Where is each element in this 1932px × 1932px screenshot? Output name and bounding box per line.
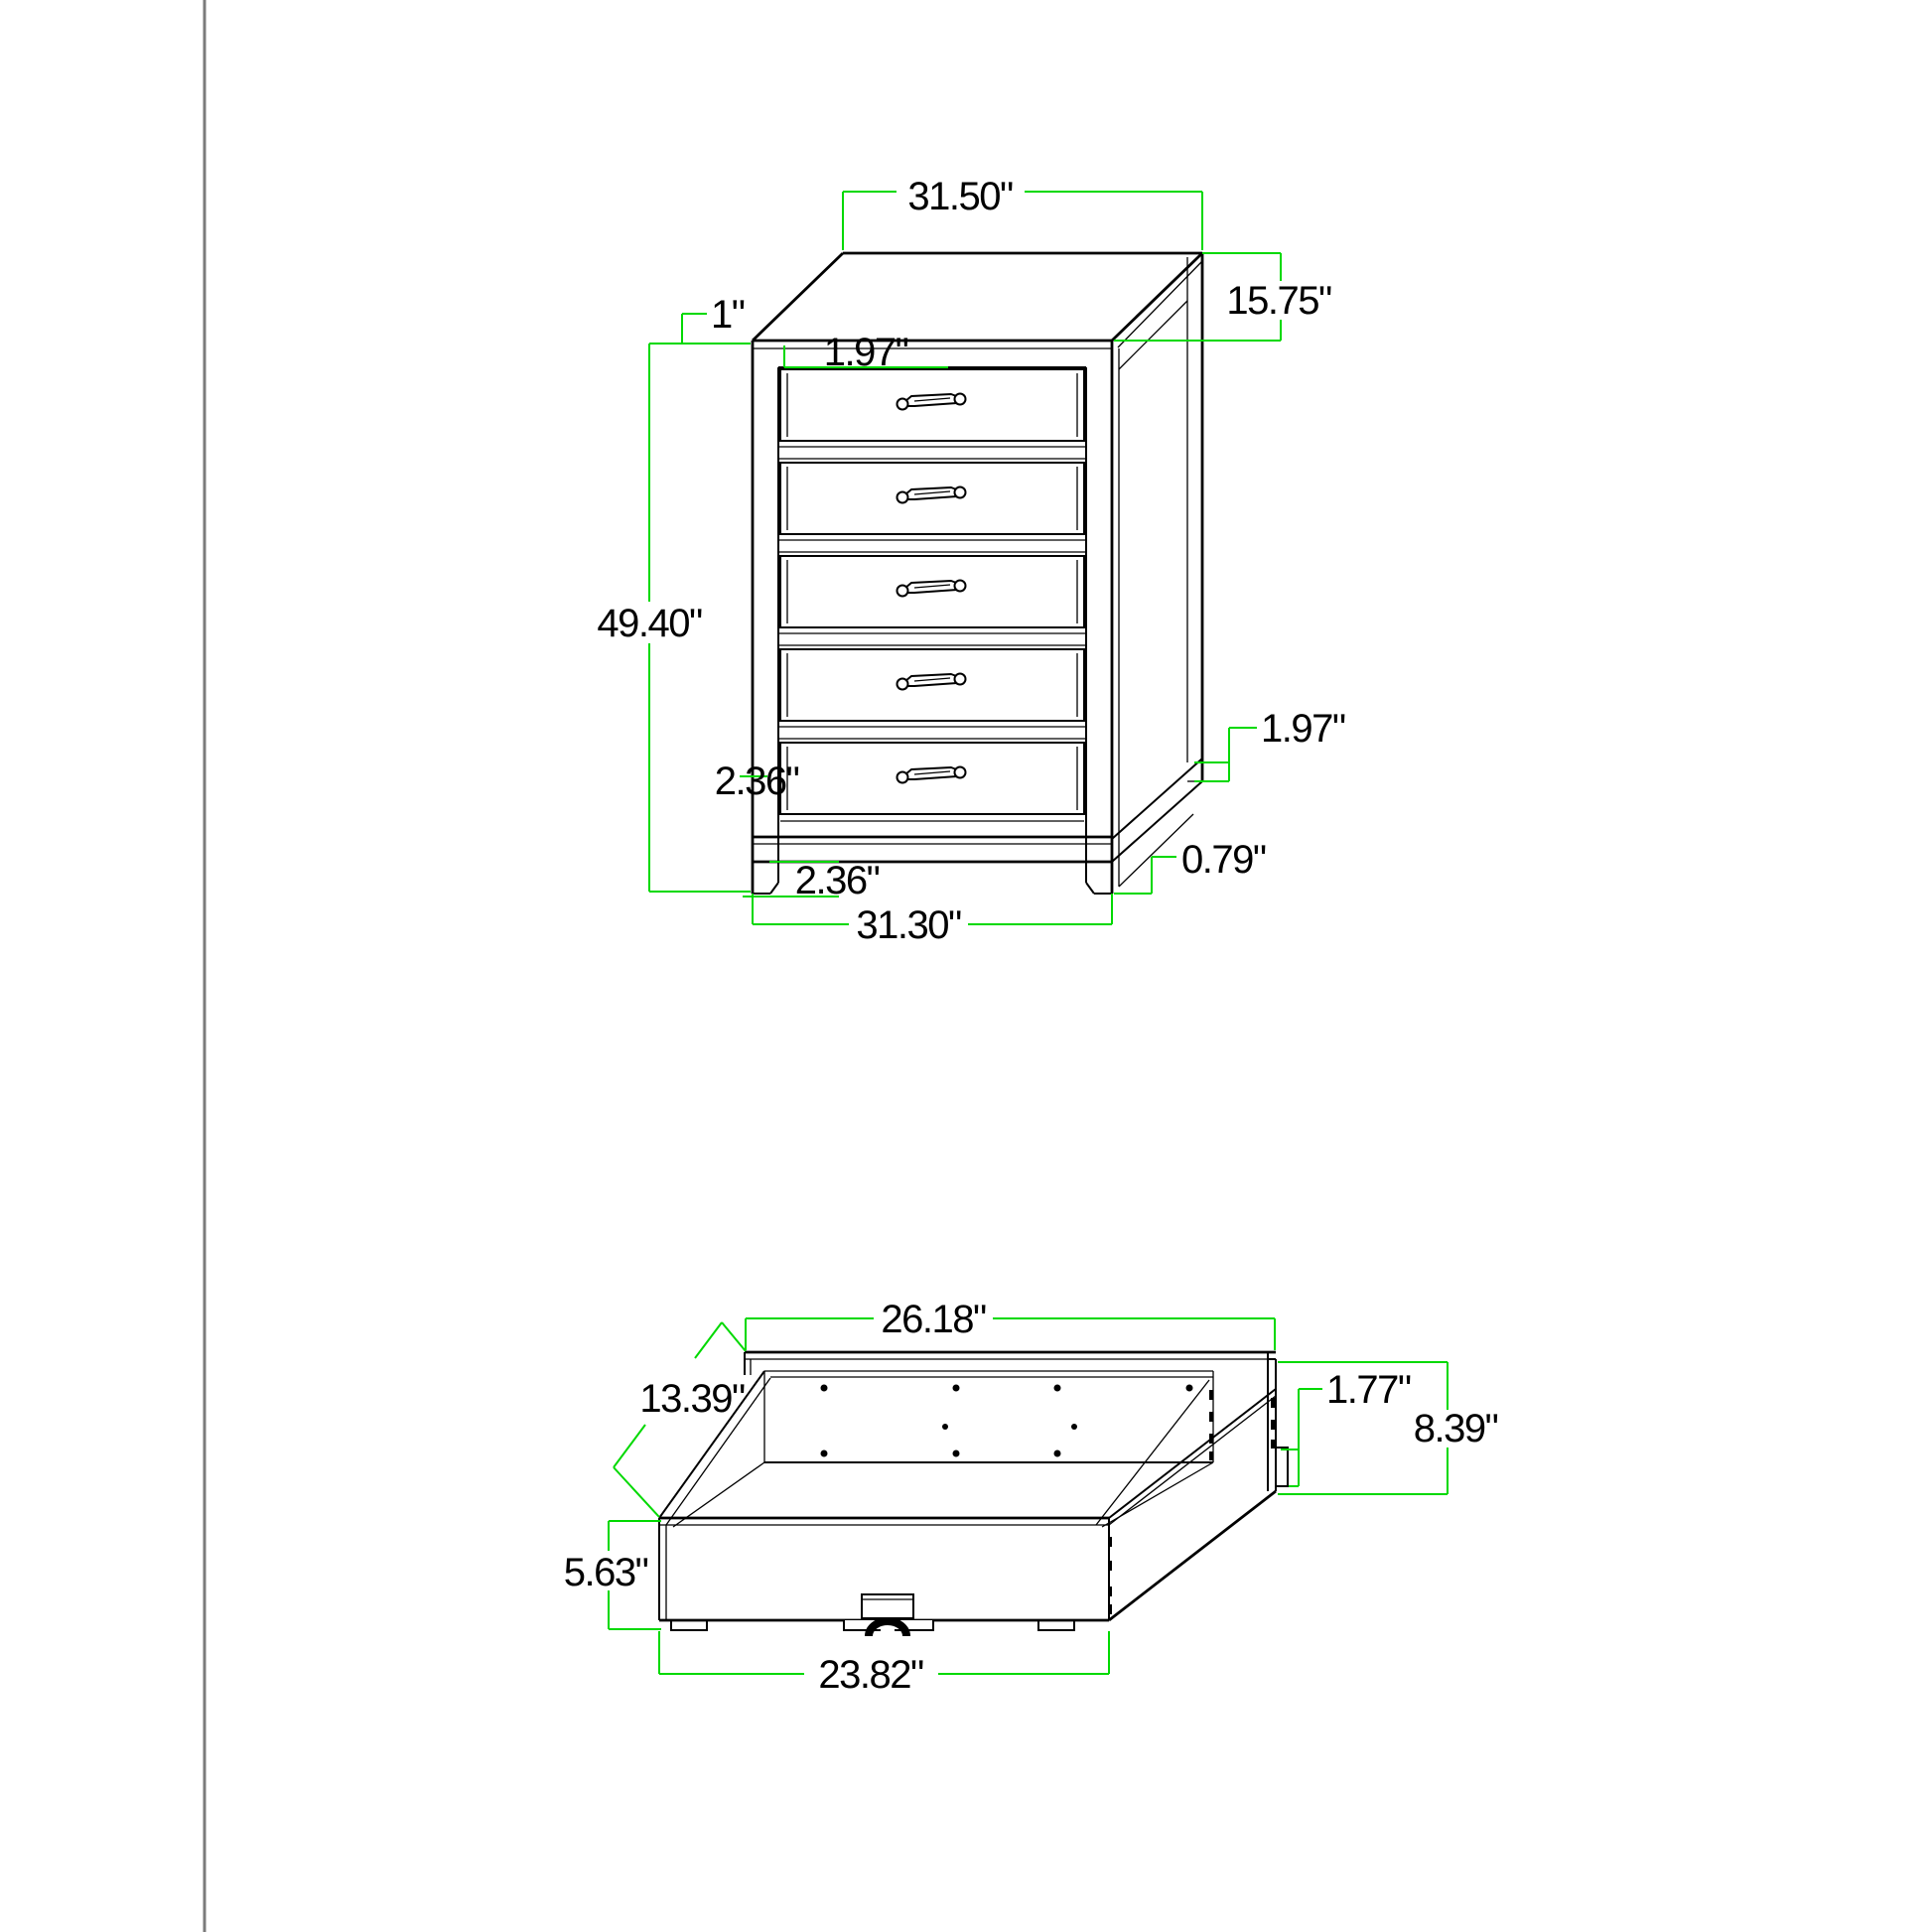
chest-side-panel [1112, 253, 1202, 887]
chest-view [597, 175, 1345, 947]
dim-top-width-label: 31.50" [907, 175, 1013, 218]
drawer-back-panel [745, 1352, 1276, 1491]
dim-base-width-label: 31.30" [856, 903, 961, 947]
dim-top-rail-label: 1.97" [823, 331, 908, 374]
drawer-joinery-dashes [1108, 1390, 1275, 1614]
dim-front-width-label: 23.82" [818, 1653, 923, 1697]
drawer-linework [659, 1352, 1288, 1642]
dim-top-depth-label: 15.75" [1226, 279, 1331, 323]
dim-front-height-label: 5.63" [563, 1551, 648, 1594]
dim-side-height-label: 8.39" [1413, 1407, 1498, 1450]
dim-stile-width-label: 2.36" [714, 759, 799, 803]
drawer-view [564, 1298, 1498, 1697]
dim-overhang-label: 1" [711, 293, 745, 337]
dim-side-rail-label: 1.97" [1261, 707, 1345, 751]
drawer-dimension-labels [564, 1298, 1498, 1697]
dim-cleat-height-label: 1.77" [1326, 1368, 1411, 1412]
drawer-right-foot [1038, 1620, 1074, 1630]
drawer-right-side [1096, 1380, 1288, 1620]
dim-leg-height-label: 2.36" [794, 859, 880, 902]
chest-right-leg [1086, 862, 1112, 894]
drawer-slide-cleat [1276, 1448, 1288, 1486]
dim-height-label: 49.40" [597, 602, 702, 645]
drawer-lock [844, 1594, 933, 1642]
chest-linework [753, 253, 1202, 894]
dim-foot-height-label: 0.79" [1181, 838, 1266, 882]
drawer-back-screw-dots [821, 1385, 1193, 1457]
chest-left-leg [753, 862, 778, 894]
dim-depth-label: 13.39" [639, 1377, 745, 1421]
dim-back-width-label: 26.18" [881, 1298, 986, 1341]
drawer-left-foot [671, 1620, 707, 1630]
